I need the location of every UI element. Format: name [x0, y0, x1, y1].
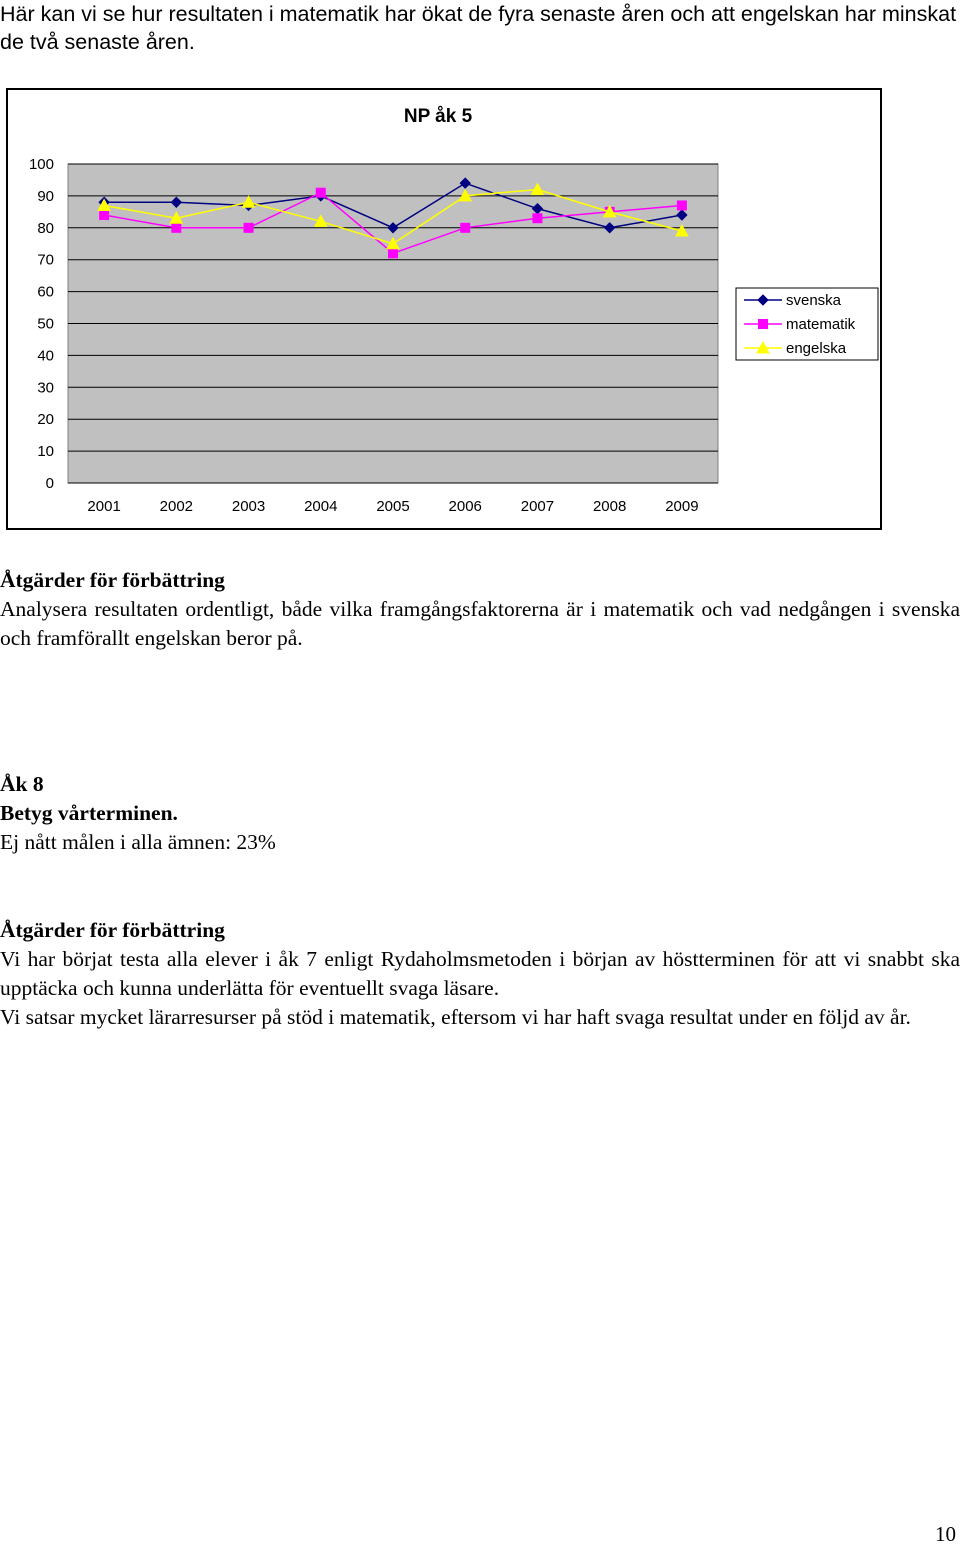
y-tick-label: 30 — [37, 379, 54, 397]
section-paragraph: Analysera resultaten ordentligt, både vilka framgångsfaktorerna är i matematik och vad nedgången i svenska och framförallt engelskan beror på. — [0, 597, 960, 650]
x-tick-label: 2003 — [231, 498, 266, 515]
legend-label: svenska — [786, 292, 842, 309]
section-heading: Åtgärder för förbättring — [0, 918, 225, 942]
page-number: 10 — [935, 1522, 956, 1546]
y-tick-label: 100 — [28, 156, 54, 173]
y-tick-label: 20 — [37, 411, 54, 429]
y-tick-label: 40 — [37, 347, 54, 365]
y-tick-label: 70 — [37, 251, 54, 269]
data-point-matematik — [244, 223, 253, 232]
x-tick-label: 2007 — [520, 498, 555, 515]
data-point-matematik — [172, 223, 181, 232]
chart-svg — [8, 90, 880, 528]
x-tick-label: 2006 — [448, 498, 482, 515]
data-point-matematik — [533, 214, 542, 223]
x-tick-label: 2004 — [304, 498, 338, 515]
section-stat: Ej nått målen i alla ämnen: 23% — [0, 830, 276, 854]
legend-label: matematik — [786, 316, 856, 333]
section-actions-1 — [0, 566, 960, 653]
x-tick-label: 2009 — [665, 498, 699, 515]
section-title: Åk 8 — [0, 772, 44, 796]
y-tick-label: 90 — [37, 187, 54, 205]
section-subtitle: Betyg vårterminen. — [0, 801, 178, 825]
section-paragraph: Vi satsar mycket lärarresurser på stöd i matematik, eftersom vi har haft svaga resultat under en följd av år. — [0, 1005, 911, 1029]
section-heading: Åtgärder för förbättring — [0, 568, 225, 592]
line-chart — [6, 88, 882, 530]
y-tick-label: 50 — [37, 315, 54, 333]
chart-title: NP åk 5 — [403, 106, 473, 127]
y-tick-label: 10 — [37, 443, 54, 461]
data-point-matematik — [100, 211, 109, 220]
section-actions-2 — [0, 916, 960, 1032]
x-tick-label: 2002 — [159, 498, 194, 515]
y-tick-label: 80 — [37, 219, 54, 237]
data-point-matematik — [461, 223, 470, 232]
data-point-matematik — [389, 249, 398, 258]
x-tick-label: 2005 — [376, 498, 410, 515]
x-tick-label: 2001 — [87, 498, 121, 515]
x-tick-label: 2008 — [592, 498, 627, 515]
data-point-matematik — [316, 188, 325, 197]
intro-text: Här kan vi se hur resultaten i matematik har ökat de fyra senaste åren och att engelskan har minskat de två senaste åren. — [0, 2, 957, 54]
data-point-matematik — [677, 201, 686, 210]
y-tick-label: 60 — [37, 283, 54, 301]
section-grade-8 — [0, 770, 960, 857]
legend-label: engelska — [786, 340, 847, 357]
legend-marker-matematik — [759, 320, 768, 329]
section-paragraph: Vi har börjat testa alla elever i åk 7 enligt Rydaholmsmetoden i början av höstterminen för att vi snabbt ska upptäcka och kunna underlätta för eventuellt svaga läsare. — [0, 947, 960, 1000]
y-tick-label: 0 — [45, 475, 54, 492]
